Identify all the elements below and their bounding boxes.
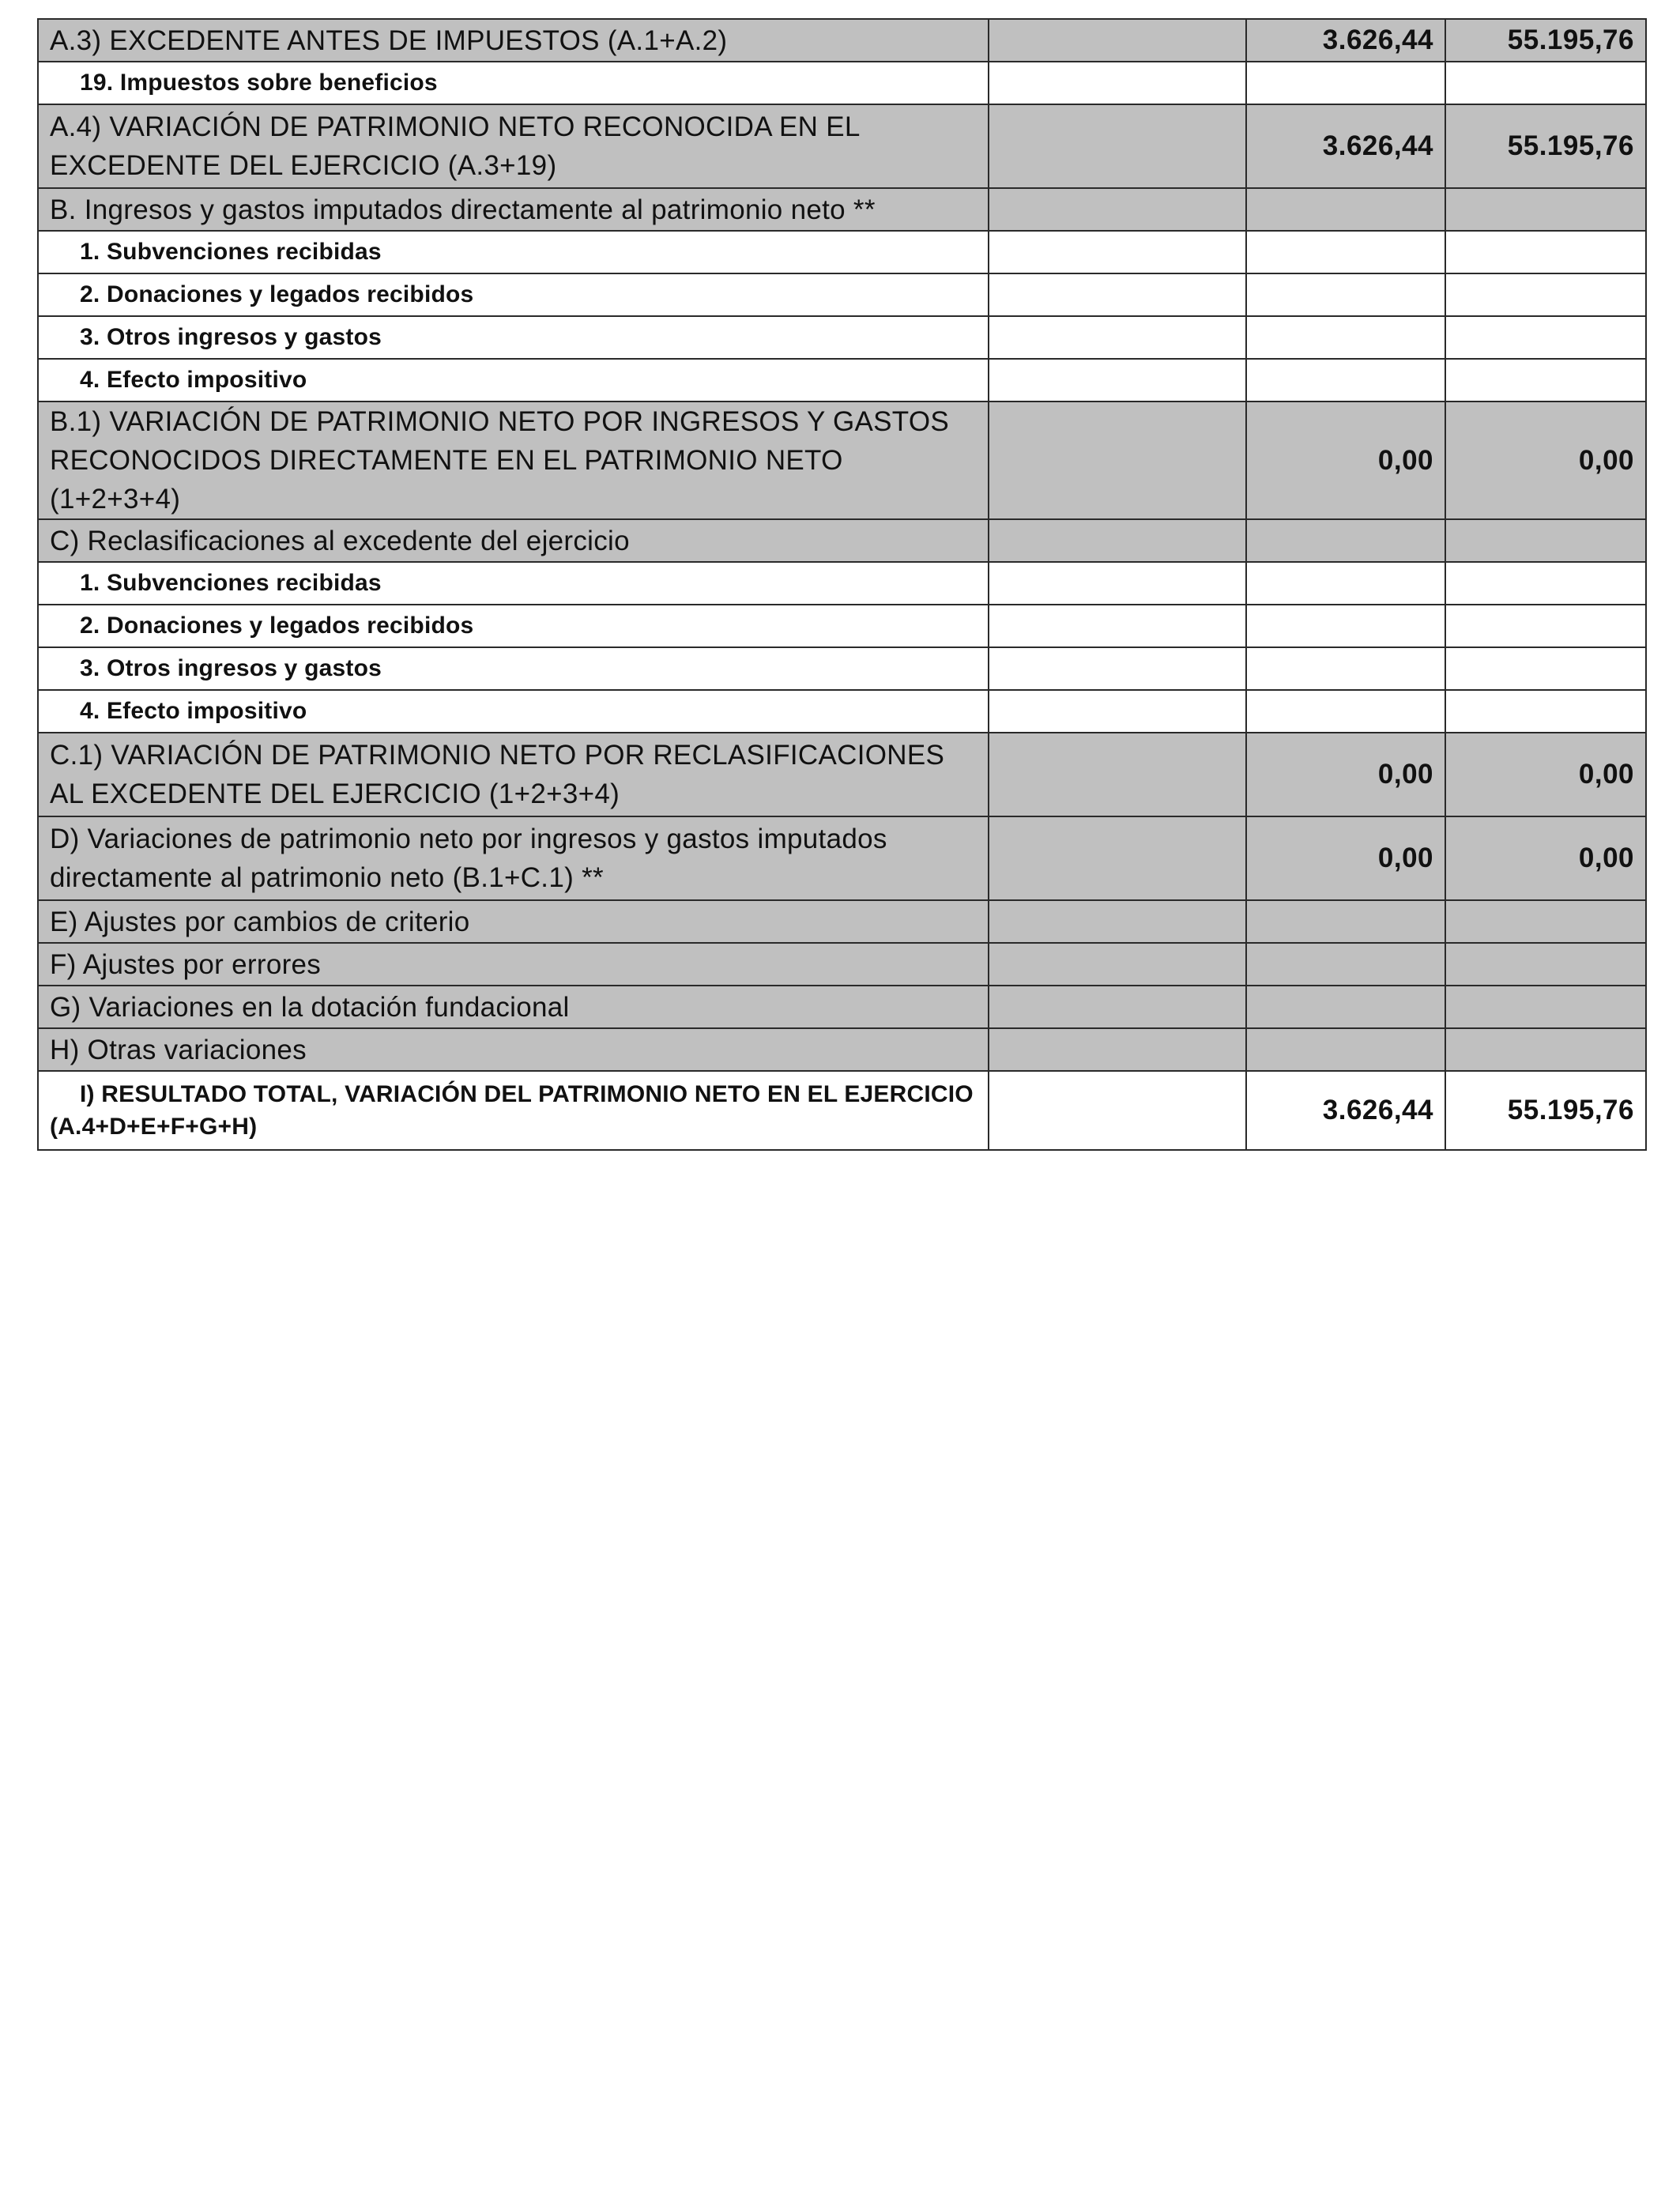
row-value-current: 0,00 — [1246, 733, 1445, 816]
table-row — [38, 188, 1646, 231]
row-value-col1 — [989, 273, 1246, 316]
table-row — [38, 562, 1646, 605]
row-label: G) Variaciones en la dotación fundacional — [38, 986, 989, 1028]
row-label: B. Ingresos y gastos imputados directamente al patrimonio neto ** — [38, 188, 989, 231]
row-value-previous — [1445, 605, 1646, 647]
table-row — [38, 900, 1646, 943]
row-value-current — [1246, 562, 1445, 605]
row-label: C) Reclasificaciones al excedente del ejercicio — [38, 519, 989, 562]
row-value-current — [1246, 986, 1445, 1028]
row-label: A.3) EXCEDENTE ANTES DE IMPUESTOS (A.1+A.2) — [38, 19, 989, 62]
row-value-col1 — [989, 605, 1246, 647]
row-value-current — [1246, 273, 1445, 316]
row-value-current — [1246, 359, 1445, 401]
table-row-total — [38, 1071, 1646, 1150]
row-label: F) Ajustes por errores — [38, 943, 989, 986]
row-value-previous — [1445, 359, 1646, 401]
table-row — [38, 359, 1646, 401]
row-value-previous — [1445, 273, 1646, 316]
row-value-previous — [1445, 943, 1646, 986]
row-label: D) Variaciones de patrimonio neto por ingresos y gastos imputados directamente al patrimonio neto (B.1+C.1) ** — [38, 816, 989, 900]
row-label: 4. Efecto impositivo — [38, 690, 989, 733]
table-row — [38, 401, 1646, 519]
table-row — [38, 733, 1646, 816]
table-row — [38, 273, 1646, 316]
row-value-col1 — [989, 19, 1246, 62]
row-value-previous: 55.195,76 — [1445, 104, 1646, 188]
row-value-current: 3.626,44 — [1246, 1071, 1445, 1150]
row-label: B.1) VARIACIÓN DE PATRIMONIO NETO POR INGRESOS Y GASTOS RECONOCIDOS DIRECTAMENTE EN EL PATRIMONIO NETO (1+2+3+4) — [38, 401, 989, 519]
table-row — [38, 19, 1646, 62]
row-value-current — [1246, 316, 1445, 359]
row-value-col1 — [989, 231, 1246, 273]
row-label: E) Ajustes por cambios de criterio — [38, 900, 989, 943]
table-row — [38, 231, 1646, 273]
table-row — [38, 605, 1646, 647]
row-value-col1 — [989, 816, 1246, 900]
row-label: 3. Otros ingresos y gastos — [38, 647, 989, 690]
row-label: 19. Impuestos sobre beneficios — [38, 62, 989, 104]
equity-changes-table — [37, 18, 1647, 1151]
table-row — [38, 647, 1646, 690]
row-value-current: 0,00 — [1246, 401, 1445, 519]
row-value-previous — [1445, 690, 1646, 733]
row-value-current: 3.626,44 — [1246, 104, 1445, 188]
row-value-col1 — [989, 62, 1246, 104]
row-value-current: 0,00 — [1246, 816, 1445, 900]
table-row — [38, 316, 1646, 359]
table-row — [38, 104, 1646, 188]
row-value-previous: 0,00 — [1445, 733, 1646, 816]
row-value-previous — [1445, 986, 1646, 1028]
row-value-col1 — [989, 519, 1246, 562]
row-value-col1 — [989, 647, 1246, 690]
table-row — [38, 943, 1646, 986]
row-value-previous — [1445, 519, 1646, 562]
table-row — [38, 62, 1646, 104]
row-value-current — [1246, 188, 1445, 231]
row-value-col1 — [989, 316, 1246, 359]
row-label: A.4) VARIACIÓN DE PATRIMONIO NETO RECONOCIDA EN EL EXCEDENTE DEL EJERCICIO (A.3+19) — [38, 104, 989, 188]
row-value-col1 — [989, 943, 1246, 986]
table-row — [38, 986, 1646, 1028]
row-label: 2. Donaciones y legados recibidos — [38, 273, 989, 316]
row-value-current — [1246, 605, 1445, 647]
row-value-col1 — [989, 562, 1246, 605]
table-row — [38, 816, 1646, 900]
row-value-col1 — [989, 188, 1246, 231]
row-value-col1 — [989, 1071, 1246, 1150]
row-value-col1 — [989, 690, 1246, 733]
row-value-current — [1246, 647, 1445, 690]
row-value-previous — [1445, 647, 1646, 690]
table-row — [38, 1028, 1646, 1071]
row-value-previous — [1445, 562, 1646, 605]
row-label: 3. Otros ingresos y gastos — [38, 316, 989, 359]
row-value-current — [1246, 62, 1445, 104]
table-row — [38, 690, 1646, 733]
row-value-previous — [1445, 62, 1646, 104]
row-value-current — [1246, 900, 1445, 943]
row-value-current: 3.626,44 — [1246, 19, 1445, 62]
row-value-col1 — [989, 359, 1246, 401]
row-label-total — [38, 1071, 989, 1150]
row-value-current — [1246, 519, 1445, 562]
row-value-previous — [1445, 316, 1646, 359]
row-label: 1. Subvenciones recibidas — [38, 231, 989, 273]
table-row — [38, 519, 1646, 562]
row-value-col1 — [989, 986, 1246, 1028]
row-value-previous — [1445, 188, 1646, 231]
row-label: 2. Donaciones y legados recibidos — [38, 605, 989, 647]
row-value-previous — [1445, 900, 1646, 943]
row-value-col1 — [989, 733, 1246, 816]
total-label-text: I) RESULTADO TOTAL, VARIACIÓN DEL PATRIMONIO NETO EN EL EJERCICIO (A.4+D+E+F+G+H) — [50, 1081, 974, 1140]
row-value-previous: 0,00 — [1445, 816, 1646, 900]
row-value-col1 — [989, 900, 1246, 943]
row-value-current — [1246, 943, 1445, 986]
row-value-previous — [1445, 231, 1646, 273]
row-value-current — [1246, 690, 1445, 733]
row-value-previous: 0,00 — [1445, 401, 1646, 519]
row-value-current — [1246, 231, 1445, 273]
row-value-col1 — [989, 104, 1246, 188]
row-label: H) Otras variaciones — [38, 1028, 989, 1071]
row-label: C.1) VARIACIÓN DE PATRIMONIO NETO POR RECLASIFICACIONES AL EXCEDENTE DEL EJERCICIO (1+2+3+4) — [38, 733, 989, 816]
row-value-col1 — [989, 401, 1246, 519]
row-label: 4. Efecto impositivo — [38, 359, 989, 401]
row-value-previous: 55.195,76 — [1445, 19, 1646, 62]
row-value-previous — [1445, 1028, 1646, 1071]
row-label: 1. Subvenciones recibidas — [38, 562, 989, 605]
row-value-previous: 55.195,76 — [1445, 1071, 1646, 1150]
row-value-col1 — [989, 1028, 1246, 1071]
row-value-current — [1246, 1028, 1445, 1071]
